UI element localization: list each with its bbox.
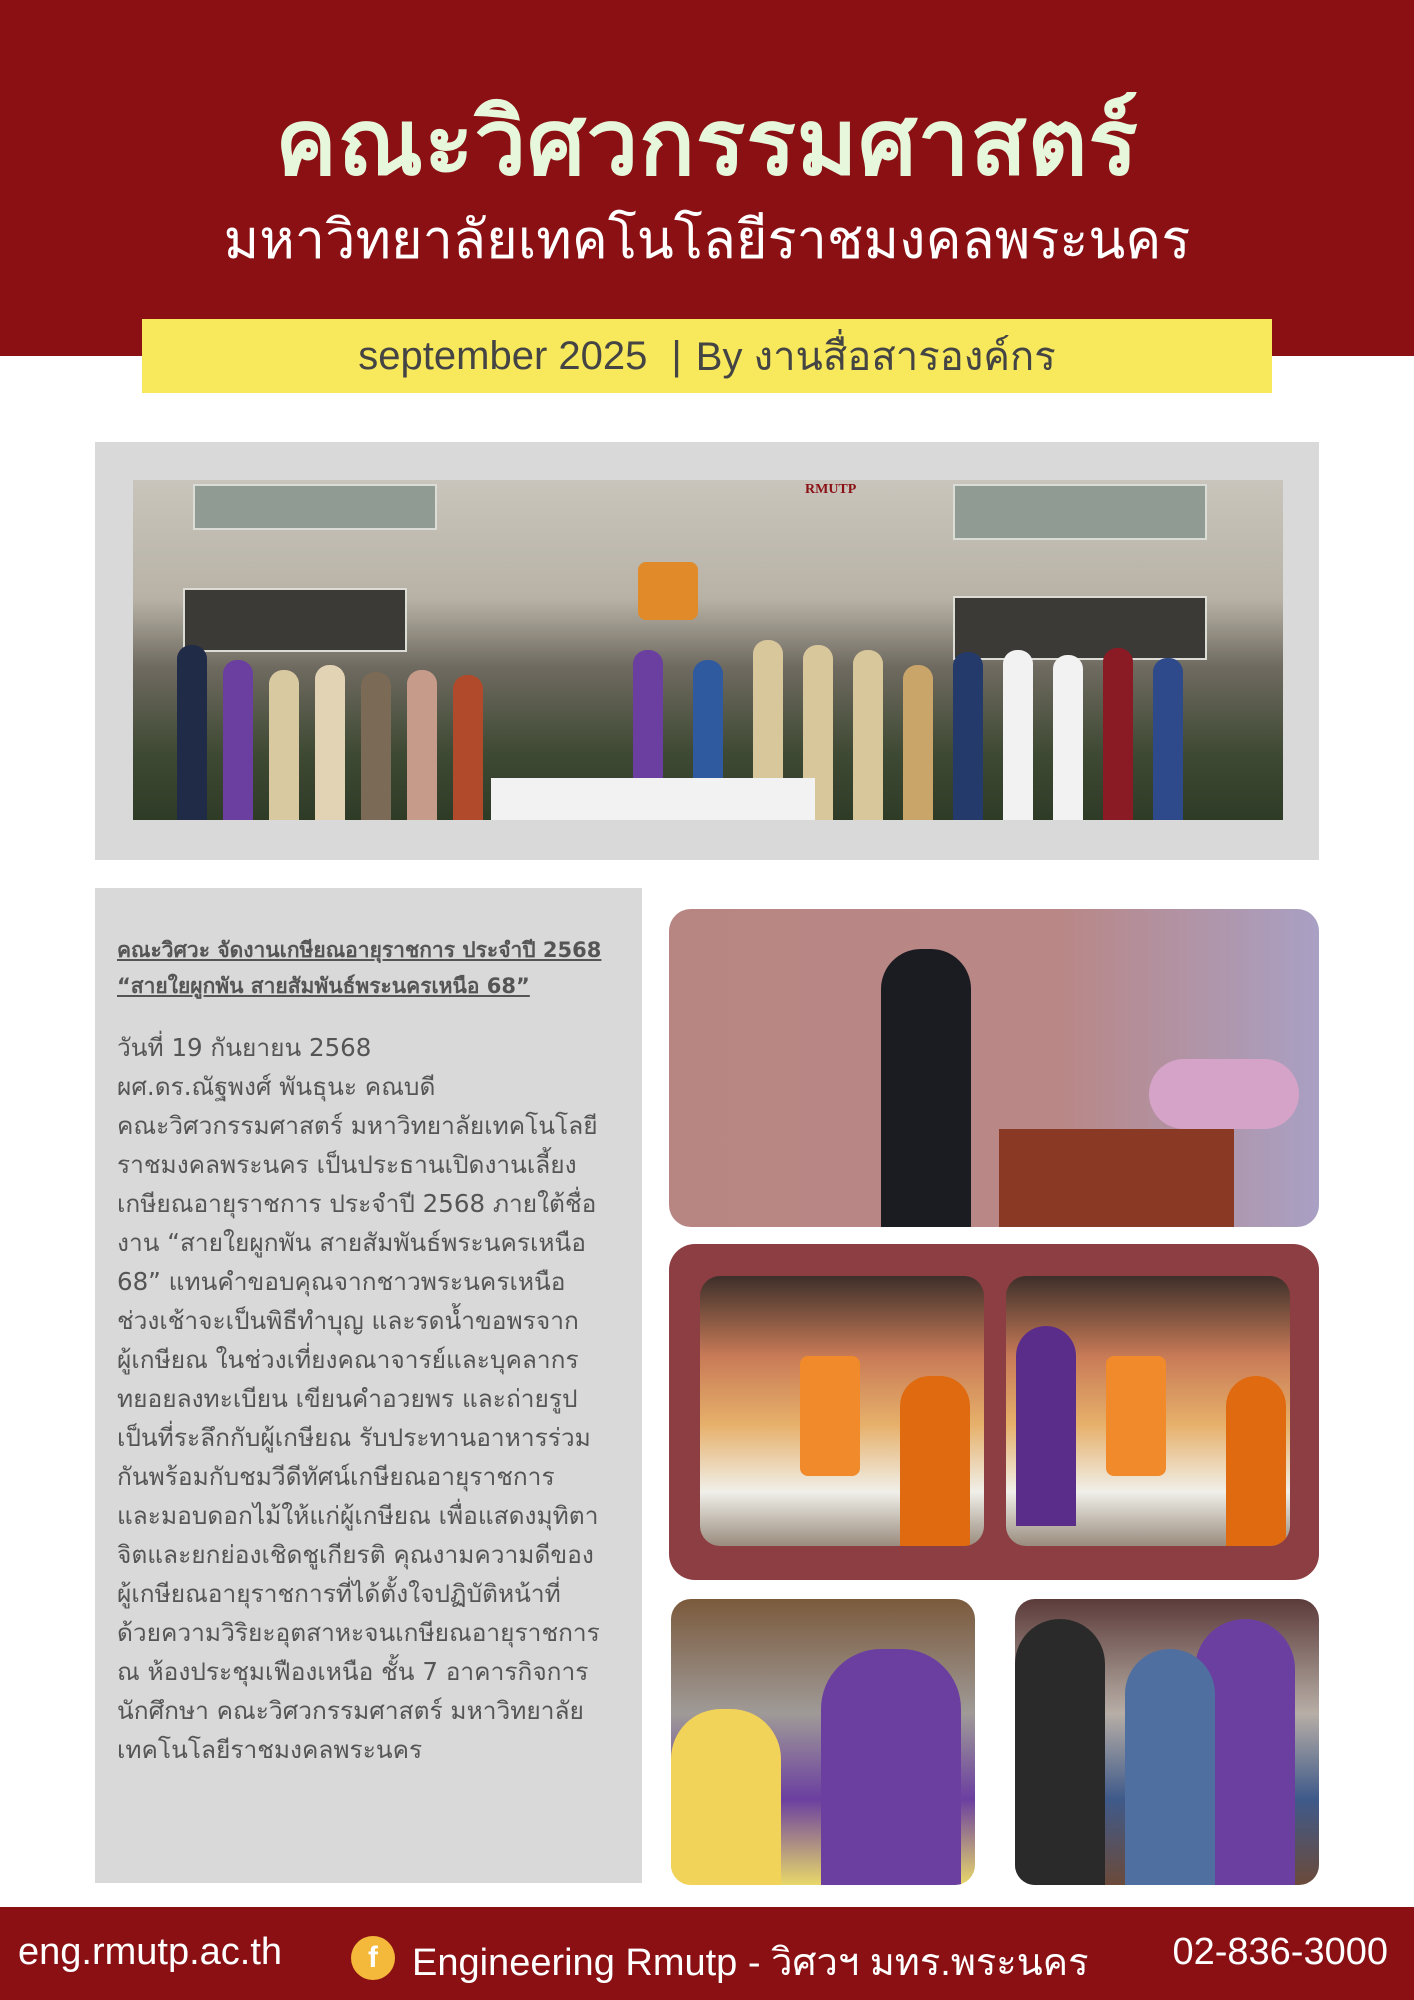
facebook-icon[interactable]: f xyxy=(351,1936,395,1980)
shrine xyxy=(638,562,698,620)
body-line: และมอบดอกไม้ให้แก่ผู้เกษียณ เพื่อแสดงมุทิตา xyxy=(117,1501,599,1530)
building-window xyxy=(183,588,407,652)
headline-line: คณะวิศวะ จัดงานเกษียณอายุราชการ ประจำปี 2568 xyxy=(117,938,602,962)
group-photo xyxy=(133,480,1283,820)
body-line: ณ ห้องประชุมเฟืองเหนือ ชั้น 7 อาคารกิจการ xyxy=(117,1657,589,1686)
person xyxy=(821,1649,961,1885)
offering-basket xyxy=(1106,1356,1166,1476)
person xyxy=(407,670,437,820)
person xyxy=(1015,1619,1105,1885)
person xyxy=(671,1709,781,1885)
phone-number: 02-836-3000 xyxy=(1172,1931,1388,1973)
flower-giving-photo xyxy=(1015,1599,1319,1885)
body-line: ผู้เกษียณอายุราชการที่ได้ตั้งใจปฏิบัติหน้าที่ xyxy=(117,1579,561,1608)
merit-ceremony-photo xyxy=(1006,1276,1290,1546)
body-line: งาน “สายใยผูกพัน สายสัมพันธ์พระนครเหนือ xyxy=(117,1228,586,1257)
building-window xyxy=(193,484,437,530)
article-panel xyxy=(95,888,642,1883)
article-headline xyxy=(117,932,627,1004)
person xyxy=(1103,648,1133,820)
person xyxy=(1153,658,1183,820)
footer xyxy=(0,1907,1414,2000)
monk-figure xyxy=(1226,1376,1286,1546)
body-line: จิตและยกย่องเชิดชูเกียรติ คุณงามความดีของ xyxy=(117,1540,594,1569)
person xyxy=(1016,1326,1076,1526)
flower-giving-photo xyxy=(671,1599,975,1885)
date-byline-bar xyxy=(142,319,1272,393)
person xyxy=(853,650,883,820)
body-line: เทคโนโลยีราชมงคลพระนคร xyxy=(117,1735,423,1764)
byline-separator: | xyxy=(671,333,682,378)
monk-figure xyxy=(900,1376,970,1546)
facebook-page-link[interactable]: Engineering Rmutp - วิศวฯ มทร.พระนคร xyxy=(412,1942,1089,1984)
hero-photo-frame xyxy=(95,442,1319,860)
person xyxy=(1053,655,1083,820)
issue-date: september 2025 xyxy=(358,333,648,378)
body-line: กันพร้อมกับชมวีดีทัศน์เกษียณอายุราชการ xyxy=(117,1462,555,1491)
body-line: ราชมงคลพระนคร เป็นประธานเปิดงานเลี้ยง xyxy=(117,1150,577,1179)
flower-arrangement xyxy=(1149,1059,1299,1129)
body-line: นักศึกษา คณะวิศวกรรมศาสตร์ มหาวิทยาลัย xyxy=(117,1696,584,1725)
body-line: ช่วงเช้าจะเป็นพิธีทำบุญ และรดน้ำขอพรจาก xyxy=(117,1306,579,1335)
person xyxy=(1003,650,1033,820)
headline-line: “สายใยผูกพัน สายสัมพันธ์พระนครเหนือ 68” xyxy=(117,974,530,998)
faculty-title: คณะวิศวกรรมศาสตร์ xyxy=(275,89,1139,196)
speaker-figure xyxy=(881,949,971,1227)
building-sign: RMUTP xyxy=(805,482,857,497)
ceremony-table xyxy=(491,778,815,820)
speaker-photo xyxy=(669,909,1319,1227)
person xyxy=(177,645,207,820)
body-line: ผู้เกษียณ ในช่วงเที่ยงคณาจารย์และบุคลากร xyxy=(117,1345,579,1374)
person xyxy=(1125,1649,1215,1885)
byline: By งานสื่อสารองค์กร xyxy=(695,335,1056,379)
person xyxy=(223,660,253,820)
person xyxy=(269,670,299,820)
body-line: ทยอยลงทะเบียน เขียนคำอวยพร และถ่ายรูป xyxy=(117,1384,578,1413)
website-link[interactable]: eng.rmutp.ac.th xyxy=(18,1931,283,1973)
building-window xyxy=(953,484,1207,540)
body-line: วันที่ 19 กันยายน 2568 xyxy=(117,1033,372,1062)
university-subtitle: มหาวิทยาลัยเทคโนโลยีราชมงคลพระนคร xyxy=(223,208,1191,271)
person xyxy=(315,665,345,820)
body-line: เกษียณอายุราชการ ประจำปี 2568 ภายใต้ชื่อ xyxy=(117,1189,597,1218)
offering-basket xyxy=(800,1356,860,1476)
person xyxy=(361,672,391,820)
person xyxy=(453,675,483,820)
article-body xyxy=(117,1028,632,1769)
body-line: คณะวิศวกรรมศาสตร์ มหาวิทยาลัยเทคโนโลยี xyxy=(117,1111,598,1140)
merit-photo-frame xyxy=(669,1244,1319,1580)
podium xyxy=(999,1129,1234,1227)
body-line: ด้วยความวิริยะอุตสาหะจนเกษียณอายุราชการ xyxy=(117,1618,600,1647)
body-line: ผศ.ดร.ณัฐพงศ์ พันธุนะ คณบดี xyxy=(117,1072,436,1101)
person xyxy=(903,665,933,820)
building-window xyxy=(953,596,1207,660)
body-line: 68” แทนคำขอบคุณจากชาวพระนครเหนือ xyxy=(117,1267,566,1296)
person xyxy=(953,652,983,820)
merit-ceremony-photo xyxy=(700,1276,984,1546)
body-line: เป็นที่ระลึกกับผู้เกษียณ รับประทานอาหารร่วม xyxy=(117,1423,591,1452)
